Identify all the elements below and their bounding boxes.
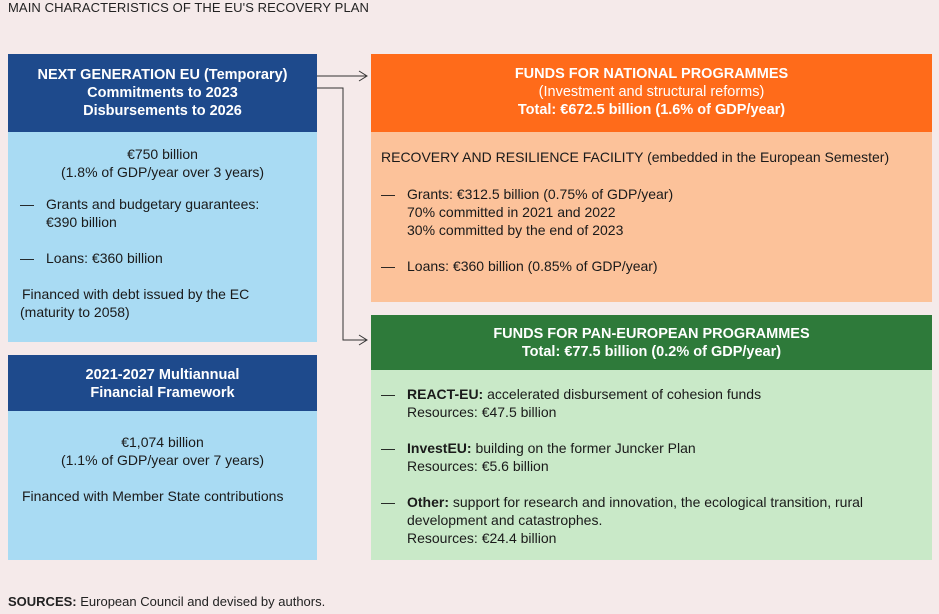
paneu-title: FUNDS FOR PAN-EUROPEAN PROGRAMMES <box>493 326 810 342</box>
other-item: — Other: support for research and innovation, the ecological transition, rural development and catastrophes. Resources: €24.4 billion <box>381 494 864 546</box>
national-subtitle: (Investment and structural reforms) <box>538 84 765 100</box>
national-title: FUNDS FOR NATIONAL PROGRAMMES <box>514 66 789 82</box>
paneu-body-box <box>371 370 932 560</box>
national-header-box <box>371 54 932 132</box>
mff-financing: Financed with Member State contributions <box>22 488 284 504</box>
rrf-grants-item: — Grants: €312.5 billion (0.75% of GDP/year) 70% committed in 2021 and 2022 30% committed by the end of 2023 <box>381 186 674 238</box>
ngeu-commitments: Commitments to 2023 <box>87 85 238 101</box>
ngeu-header-box <box>8 54 317 132</box>
ngeu-body-box <box>8 132 317 342</box>
mff-amount-gdp: (1.1% of GDP/year over 7 years) <box>60 452 265 468</box>
sources-text: European Council and devised by authors. <box>76 594 326 609</box>
investeu-item: — InvestEU: building on the former Juncker Plan Resources: €5.6 billion <box>381 440 696 474</box>
ngeu-disbursements: Disbursements to 2026 <box>83 103 242 119</box>
mff-header-box <box>8 355 317 411</box>
mff-body-box <box>8 411 317 560</box>
ngeu-amount-gdp: (1.8% of GDP/year over 3 years) <box>60 164 265 180</box>
ngeu-grants-item: — Grants and budgetary guarantees: €390 billion <box>20 196 260 230</box>
page-title: MAIN CHARACTERISTICS OF THE EU'S RECOVERY PLAN <box>8 0 370 15</box>
mff-amount: €1,074 billion <box>121 434 204 450</box>
paneu-header-box <box>371 315 932 370</box>
ngeu-financing: Financed with debt issued by the EC (maturity to 2058) <box>20 286 250 320</box>
rrf-label: RECOVERY AND RESILIENCE FACILITY (embedded in the European Semester) <box>381 149 890 165</box>
react-eu-item: — REACT-EU: accelerated disbursement of cohesion funds Resources: €47.5 billion <box>381 386 762 420</box>
ngeu-loans-item: — Loans: €360 billion <box>20 250 163 266</box>
ngeu-amount: €750 billion <box>127 146 198 162</box>
mff-title-line2: Financial Framework <box>90 385 235 401</box>
national-body-box <box>371 132 932 302</box>
paneu-total: Total: €77.5 billion (0.2% of GDP/year) <box>521 344 782 360</box>
ngeu-title: NEXT GENERATION EU (Temporary) <box>37 67 288 83</box>
mff-title-line1: 2021-2027 Multiannual <box>85 367 240 383</box>
sources-label: SOURCES: <box>8 594 77 609</box>
rrf-loans-item: — Loans: €360 billion (0.85% of GDP/year) <box>381 258 658 274</box>
sources-note <box>8 594 325 609</box>
national-total: Total: €672.5 billion (1.6% of GDP/year) <box>517 102 786 118</box>
